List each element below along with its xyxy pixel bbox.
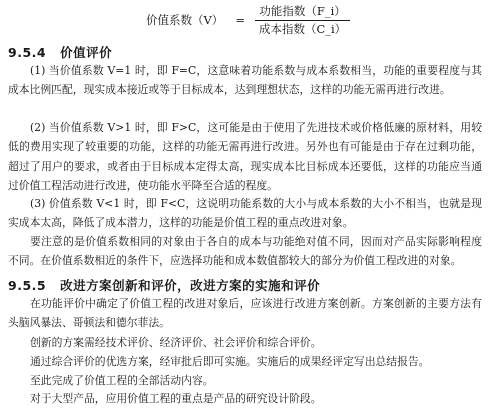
section-heading-955 — [8, 276, 320, 294]
formula-equals: = — [235, 12, 245, 27]
formula-lhs: 价值系数（V） — [146, 12, 224, 27]
formula-denominator: 成本指数（C_i） — [258, 21, 347, 36]
formula-fraction — [255, 6, 350, 35]
paragraph-evaluation: 创新的方案需经技术评价、经济评价、社会评价和综合评价。 — [30, 336, 322, 349]
paragraph-value-equal: (1) 当价值系数 V=1 时，即 F=C，这意味着功能系数与成本系数相当，功能的重要程度与其成本比例匹配，现实成本接近或等于目标成本，达到理想状态，这样的功能无需再进行改进。 — [8, 64, 482, 97]
section-title: 改进方案创新和评价，改进方案的实施和评价 — [60, 278, 321, 293]
section-title: 价值评价 — [60, 45, 113, 60]
paragraph-completion: 至此完成了价值工程的全部活动内容。 — [30, 374, 214, 387]
paragraph-implementation: 通过综合评价的优选方案，经审批后即可实施。实施后的成果经评定写出总结报告。 — [30, 355, 430, 368]
paragraph-value-greater: (2) 当价值系数 V>1 时，即 F>C，这可能是由于使用了先进技术或价格低廉的原材料，用较低的费用实现了较重要的功能，这样的功能无需再进行改进。另外也有可能是由于存在过剩功能，超过了用户的要求，或者由于目标成本定得太高，现实成本比目标成本还要低，这样的功能应当通过价值工程活动进行改进，使功能水平降至合适的程度。 — [8, 121, 482, 193]
paragraph-note: 要注意的是价值系数相同的对象由于各自的成本与功能绝对值不同，因而对产品实际影响程度不同。在价值系数相近的条件下，应选择功能和成本数值都较大的部分为价值工程改进的对象。 — [8, 235, 482, 268]
section-heading-954 — [8, 43, 112, 61]
paragraph-innovation: 在功能评价中确定了价值工程的改进对象后，应该进行改进方案创新。方案创新的主要方法有头脑风暴法、哥顿法和德尔菲法。 — [8, 297, 482, 330]
section-number: 9.5.5 — [8, 278, 47, 293]
formula-numerator: 功能指数（F_i） — [255, 6, 349, 21]
paragraph-value-less: (3) 价值系数 V<1 时，即 F<C，这说明功能系数的大小与成本系数的大小不相当，也就是现实成本太高，降低了成本潜力，这样的功能是价值工程的重点改进对象。 — [8, 197, 482, 230]
paragraph-large-products: 对于大型产品，应用价值工程的重点是产品的研究设计阶段。 — [30, 392, 322, 405]
value-coefficient-formula — [146, 6, 350, 35]
section-number: 9.5.4 — [8, 45, 47, 60]
